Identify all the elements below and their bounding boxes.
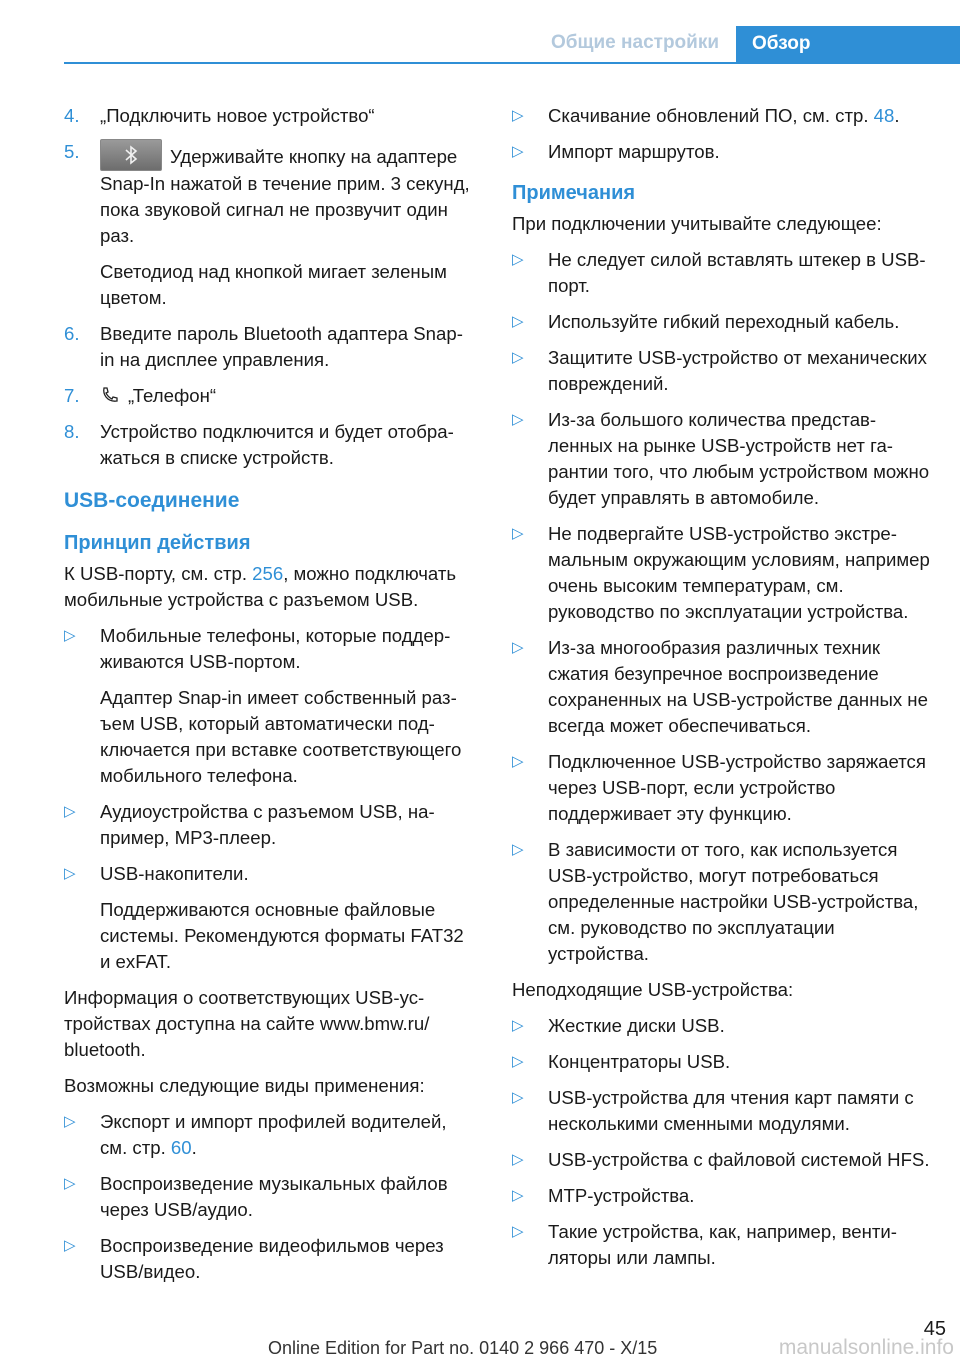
item-text: USB-накопители. — [100, 863, 249, 884]
step-note: Светодиод над кнопкой мигает зеленым цветом. — [100, 261, 447, 308]
item-text: Защитите USB-устройство от механических повреждений. — [548, 347, 927, 394]
list-item — [512, 1049, 932, 1075]
notes-heading: Примечания — [512, 182, 636, 204]
list-item — [512, 1219, 932, 1271]
bullet-icon: ▷ — [512, 1223, 524, 1240]
page-link-60[interactable]: 60 — [170, 1137, 192, 1158]
list-item — [512, 139, 932, 165]
left-column — [64, 103, 476, 1295]
step-number: 4. — [64, 105, 80, 126]
bullet-icon: ▷ — [512, 639, 524, 656]
list-item — [64, 1233, 476, 1285]
list-item — [512, 103, 932, 129]
page-link-48[interactable]: 48 — [873, 105, 895, 126]
item-text: Воспроизведение видеофильмов через USB/видео. — [100, 1235, 444, 1282]
list-item — [512, 749, 932, 827]
list-item — [512, 521, 932, 625]
list-item — [512, 1013, 932, 1039]
item-note: Поддерживаются основные файловые системы. Рекомендуются форматы FAT32 и exFAT. — [100, 899, 464, 972]
watermark: manualsonline.info — [778, 1336, 954, 1359]
item-text: USB-устройства с файловой системой HFS. — [548, 1149, 930, 1170]
bullet-icon: ▷ — [512, 753, 524, 770]
bullet-icon: ▷ — [64, 1237, 76, 1254]
item-text: USB-устройства для чтения карт памяти с несколькими сменными модулями. — [548, 1087, 914, 1134]
item-text: MTP-устройства. — [548, 1185, 695, 1206]
bullet-icon: ▷ — [512, 1017, 524, 1034]
principle-paragraph — [64, 561, 476, 613]
list-item — [512, 837, 932, 967]
bullet-icon: ▷ — [512, 1187, 524, 1204]
notes-intro: При подключении учитывайте следующее: — [512, 213, 882, 234]
principle-text-end: , можно подключать мобильные устройства с разъемом USB. — [64, 563, 457, 610]
item-text: Не подвергайте USB-устройство экстремальным окружающим условиям, например очень высоким температурам, см. руководство по эксплуатации устройства. — [548, 523, 930, 622]
item-text: Скачивание обновлений ПО, см. стр. — [548, 105, 874, 126]
bluetooth-icon — [100, 139, 162, 171]
item-text: Экспорт и импорт профилей водителей, см. стр. — [100, 1111, 447, 1158]
bullet-icon: ▷ — [64, 803, 76, 820]
list-item — [512, 1147, 932, 1173]
item-text: Подключенное USB-устройство заряжается через USB-порт, если устройство поддерживает эту функцию. — [548, 751, 926, 824]
page-link-256[interactable]: 256 — [252, 563, 284, 584]
header-rule — [64, 62, 960, 64]
section-tab[interactable]: Общие настройки — [550, 32, 720, 53]
bullet-icon: ▷ — [512, 525, 524, 542]
usb-heading: USB-соединение — [64, 489, 240, 512]
step-6 — [64, 321, 476, 373]
bullet-icon: ▷ — [64, 1175, 76, 1192]
active-tab[interactable]: Обзор — [736, 26, 960, 62]
right-column — [512, 103, 932, 1281]
uses-intro: Возможны следующие виды применения: — [64, 1075, 425, 1096]
step-text: Устройство подключится и будет отображаться в списке устройств. — [100, 421, 454, 468]
unsuitable-intro: Неподходящие USB-устройства: — [512, 979, 794, 1000]
bullet-icon: ▷ — [512, 1089, 524, 1106]
list-item — [512, 1085, 932, 1137]
step-number: 7. — [64, 385, 80, 406]
bullet-icon: ▷ — [512, 313, 524, 330]
principle-text: К USB-порту, см. стр. — [64, 563, 253, 584]
item-text: В зависимости от того, как используется USB-устройство, могут потребоваться определенные настройки USB-устройства, см. руководство по эксплуатации устройства. — [548, 839, 919, 964]
bullet-icon: ▷ — [512, 349, 524, 366]
step-number: 6. — [64, 323, 80, 344]
item-note: Адаптер Snap-in имеет собственный разъем USB, который автоматически подключается при вставке соответствующего мобильного телефона. — [100, 687, 462, 786]
bullet-icon: ▷ — [512, 841, 524, 858]
item-text-end: . — [191, 1137, 197, 1158]
list-item — [512, 1183, 932, 1209]
step-8 — [64, 419, 476, 471]
bullet-icon: ▷ — [64, 865, 76, 882]
step-text: „Телефон“ — [128, 385, 217, 406]
page-number: 45 — [923, 1318, 946, 1340]
item-text: Такие устройства, как, например, вентиляторы или лампы. — [548, 1221, 897, 1268]
info-paragraph: Информация о соответствующих USB-устройствах доступна на сайте www.bmw.ru/ bluetooth. — [64, 987, 430, 1060]
footer-edition: Online Edition for Part no. 0140 2 966 470 - X/15 — [268, 1338, 658, 1358]
item-text: Жесткие диски USB. — [548, 1015, 725, 1036]
phone-icon — [100, 385, 120, 405]
list-item — [64, 861, 476, 975]
bullet-icon: ▷ — [64, 1113, 76, 1130]
item-text: Из-за большого количества представленных на рынке USB-устройств нет гарантии того, что любым устройством можно будет управлять в автомобиле. — [548, 409, 930, 508]
bullet-icon: ▷ — [512, 1151, 524, 1168]
principle-heading: Принцип действия — [64, 532, 251, 554]
step-4 — [64, 103, 476, 129]
step-text: Введите пароль Bluetooth адаптера Snap-in на дисплее управления. — [100, 323, 463, 370]
step-7 — [64, 383, 476, 409]
step-text: Удерживайте кнопку на адаптере Snap-In нажатой в течение прим. 3 секунд, пока звуковой сигнал не прозвучит один раз. — [100, 146, 470, 246]
list-item — [512, 635, 932, 739]
item-text: Используйте гибкий переходный кабель. — [548, 311, 900, 332]
list-item — [512, 309, 932, 335]
bullet-icon: ▷ — [512, 1053, 524, 1070]
bullet-icon: ▷ — [512, 143, 524, 160]
list-item — [64, 799, 476, 851]
bullet-icon: ▷ — [512, 251, 524, 268]
item-text-end: . — [894, 105, 900, 126]
bullet-icon: ▷ — [512, 107, 524, 124]
list-item — [64, 1109, 476, 1161]
list-item — [64, 1171, 476, 1223]
list-item — [512, 407, 932, 511]
list-item — [64, 623, 476, 789]
list-item — [512, 345, 932, 397]
step-5 — [64, 139, 476, 311]
bullet-icon: ▷ — [64, 627, 76, 644]
step-number: 5. — [64, 141, 80, 162]
item-text: Не следует силой вставлять штекер в USB-порт. — [548, 249, 926, 296]
step-number: 8. — [64, 421, 80, 442]
bullet-icon: ▷ — [512, 411, 524, 428]
item-text: Из-за многообразия различных техник сжатия безупречное воспроизведение сохраненных на USB-устройстве данных не всегда может обеспечиваться. — [548, 637, 928, 736]
item-text: Концентраторы USB. — [548, 1051, 731, 1072]
item-text: Мобильные телефоны, которые поддерживаются USB-портом. — [100, 625, 451, 672]
step-text: „Подключить новое устройство“ — [100, 105, 375, 126]
item-text: Импорт маршрутов. — [548, 141, 720, 162]
list-item — [512, 247, 932, 299]
item-text: Воспроизведение музыкальных файлов через USB/аудио. — [100, 1173, 448, 1220]
item-text: Аудиоустройства с разъемом USB, например, MP3-плеер. — [100, 801, 435, 848]
